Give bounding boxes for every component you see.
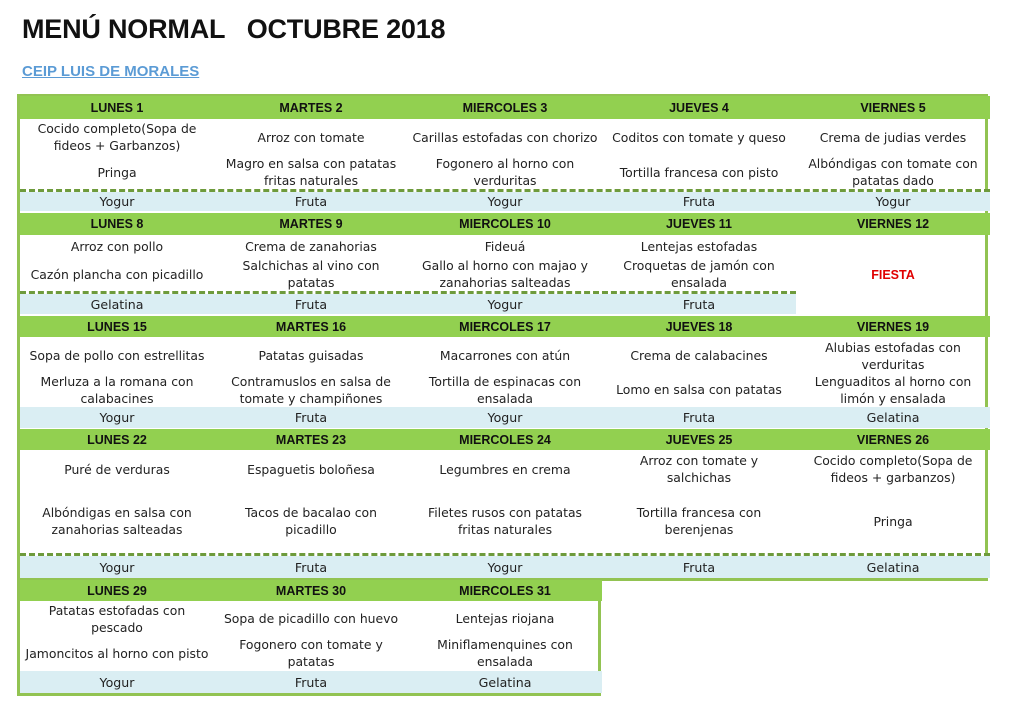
week-separator: [20, 291, 796, 294]
day-header: JUEVES 18: [602, 316, 796, 337]
second-course: Magro en salsa con patatas fritas naturales: [225, 156, 397, 188]
day-header: MARTES 30: [214, 580, 408, 601]
dessert-cell: Gelatina: [408, 671, 602, 693]
dessert-cell: Fruta: [214, 671, 408, 693]
week-separator: [20, 189, 990, 192]
day-header: MARTES 16: [214, 316, 408, 337]
second-course: Lenguaditos al horno con limón y ensalada: [814, 373, 972, 406]
first-course: Cocido completo(Sopa de fideos + garbanzos): [813, 453, 973, 485]
dessert-cell: Fruta: [602, 294, 796, 314]
school-link[interactable]: CEIP LUIS DE MORALES: [22, 63, 200, 80]
day-header: JUEVES 25: [602, 429, 796, 450]
first-course: Alubias estofadas con verduritas: [825, 339, 961, 372]
day-header: LUNES 8: [20, 213, 214, 235]
first-course: Crema de judias verdes: [819, 129, 967, 145]
day-header: VIERNES 5: [796, 96, 990, 119]
second-course: Salchichas al vino con patatas: [242, 258, 380, 290]
first-course: Sopa de picadillo con huevo: [223, 611, 399, 626]
first-course: Legumbres en crema: [439, 461, 571, 477]
dessert-cell: Yogur: [408, 407, 602, 428]
second-course: Pringa: [873, 513, 913, 529]
first-course: Coditos con tomate y queso: [612, 129, 786, 145]
second-course: Pringa: [97, 164, 137, 180]
dessert-cell: Gelatina: [796, 556, 990, 578]
second-course: Lomo en salsa con patatas: [616, 382, 782, 397]
dessert-cell: Gelatina: [20, 294, 214, 314]
dessert-cell: Fruta: [602, 556, 796, 578]
first-course: Carillas estofadas con chorizo: [412, 129, 598, 145]
dessert-cell: Yogur: [408, 192, 602, 211]
first-course: Arroz con pollo: [70, 238, 164, 254]
dessert-cell: Yogur: [20, 407, 214, 428]
day-header: MIERCOLES 24: [408, 429, 602, 450]
day-header: LUNES 29: [20, 580, 214, 601]
day-header: VIERNES 12: [796, 213, 990, 235]
holiday-cell: [796, 237, 990, 314]
first-course: Lentejas estofadas: [640, 238, 758, 254]
first-course: Arroz con tomate y salchichas: [639, 453, 759, 485]
day-header: MARTES 9: [214, 213, 408, 235]
day-header: MARTES 2: [214, 96, 408, 119]
day-header: MARTES 23: [214, 429, 408, 450]
dessert-cell: Yogur: [408, 294, 602, 314]
dessert-cell: Yogur: [20, 556, 214, 578]
day-header: VIERNES 26: [796, 429, 990, 450]
second-course: Miniflamenquines con ensalada: [437, 637, 573, 669]
first-course: Espaguetis boloñesa: [247, 461, 375, 477]
page-title: MENÚ NORMAL OCTUBRE 2018: [22, 14, 446, 44]
first-course: Fideuá: [484, 238, 526, 254]
dessert-cell: Fruta: [214, 192, 408, 211]
second-course: Merluza a la romana con calabacines: [40, 373, 194, 406]
first-course: Sopa de pollo con estrellitas: [29, 348, 205, 363]
dessert-cell: Fruta: [602, 407, 796, 428]
second-course: Albóndigas con tomate con patatas dado: [808, 156, 978, 188]
dessert-cell: Yogur: [408, 556, 602, 578]
second-course: Albóndigas en salsa con zanahorias salteadas: [42, 505, 192, 537]
day-header: MIERCOLES 3: [408, 96, 602, 119]
first-course: Patatas estofadas con pescado: [48, 602, 186, 635]
second-course: Fogonero al horno con verduritas: [435, 156, 575, 188]
dessert-cell: Yogur: [796, 192, 990, 211]
day-header: MIERCOLES 17: [408, 316, 602, 337]
dessert-cell: Yogur: [20, 671, 214, 693]
day-header: VIERNES 19: [796, 316, 990, 337]
day-header: MIERCOLES 31: [408, 580, 602, 601]
dessert-cell: Yogur: [20, 192, 214, 211]
dessert-cell: Fruta: [214, 556, 408, 578]
second-course: Tortilla francesa con berenjenas: [636, 505, 762, 537]
second-course: Croquetas de jamón con ensalada: [623, 258, 775, 290]
first-course: Patatas guisadas: [258, 348, 364, 363]
day-header: LUNES 15: [20, 316, 214, 337]
day-header: JUEVES 11: [602, 213, 796, 235]
second-course: Tortilla de espinacas con ensalada: [428, 373, 582, 406]
dessert-cell: Fruta: [214, 294, 408, 314]
second-course: Jamoncitos al horno con pisto: [25, 645, 209, 661]
first-course: Cocido completo(Sopa de fideos + Garbanzos): [37, 121, 197, 153]
second-course: Tortilla francesa con pisto: [619, 164, 779, 180]
second-course: Filetes rusos con patatas fritas naturales: [428, 505, 582, 537]
day-header: JUEVES 4: [602, 96, 796, 119]
first-course: Crema de zanahorias: [245, 238, 377, 254]
first-course: Arroz con tomate: [257, 129, 365, 145]
dessert-cell: Fruta: [214, 407, 408, 428]
first-course: Lentejas riojana: [455, 611, 555, 626]
first-course: Puré de verduras: [64, 461, 170, 477]
second-course: Cazón plancha con picadillo: [30, 266, 204, 282]
dessert-cell: Fruta: [602, 192, 796, 211]
first-course: Crema de calabacines: [630, 348, 768, 363]
week-separator: [20, 553, 990, 556]
day-header: LUNES 22: [20, 429, 214, 450]
day-header: LUNES 1: [20, 96, 214, 119]
second-course: Contramuslos en salsa de tomate y champiñones: [231, 373, 391, 406]
dessert-cell: Gelatina: [796, 407, 990, 428]
second-course: Gallo al horno con majao y zanahorias salteadas: [422, 258, 588, 290]
day-header: MIERCOLES 10: [408, 213, 602, 235]
second-course: Fogonero con tomate y patatas: [239, 637, 383, 669]
second-course: Tacos de bacalao con picadillo: [245, 505, 377, 537]
holiday-label: FIESTA: [871, 268, 915, 282]
first-course: Macarrones con atún: [439, 348, 571, 363]
